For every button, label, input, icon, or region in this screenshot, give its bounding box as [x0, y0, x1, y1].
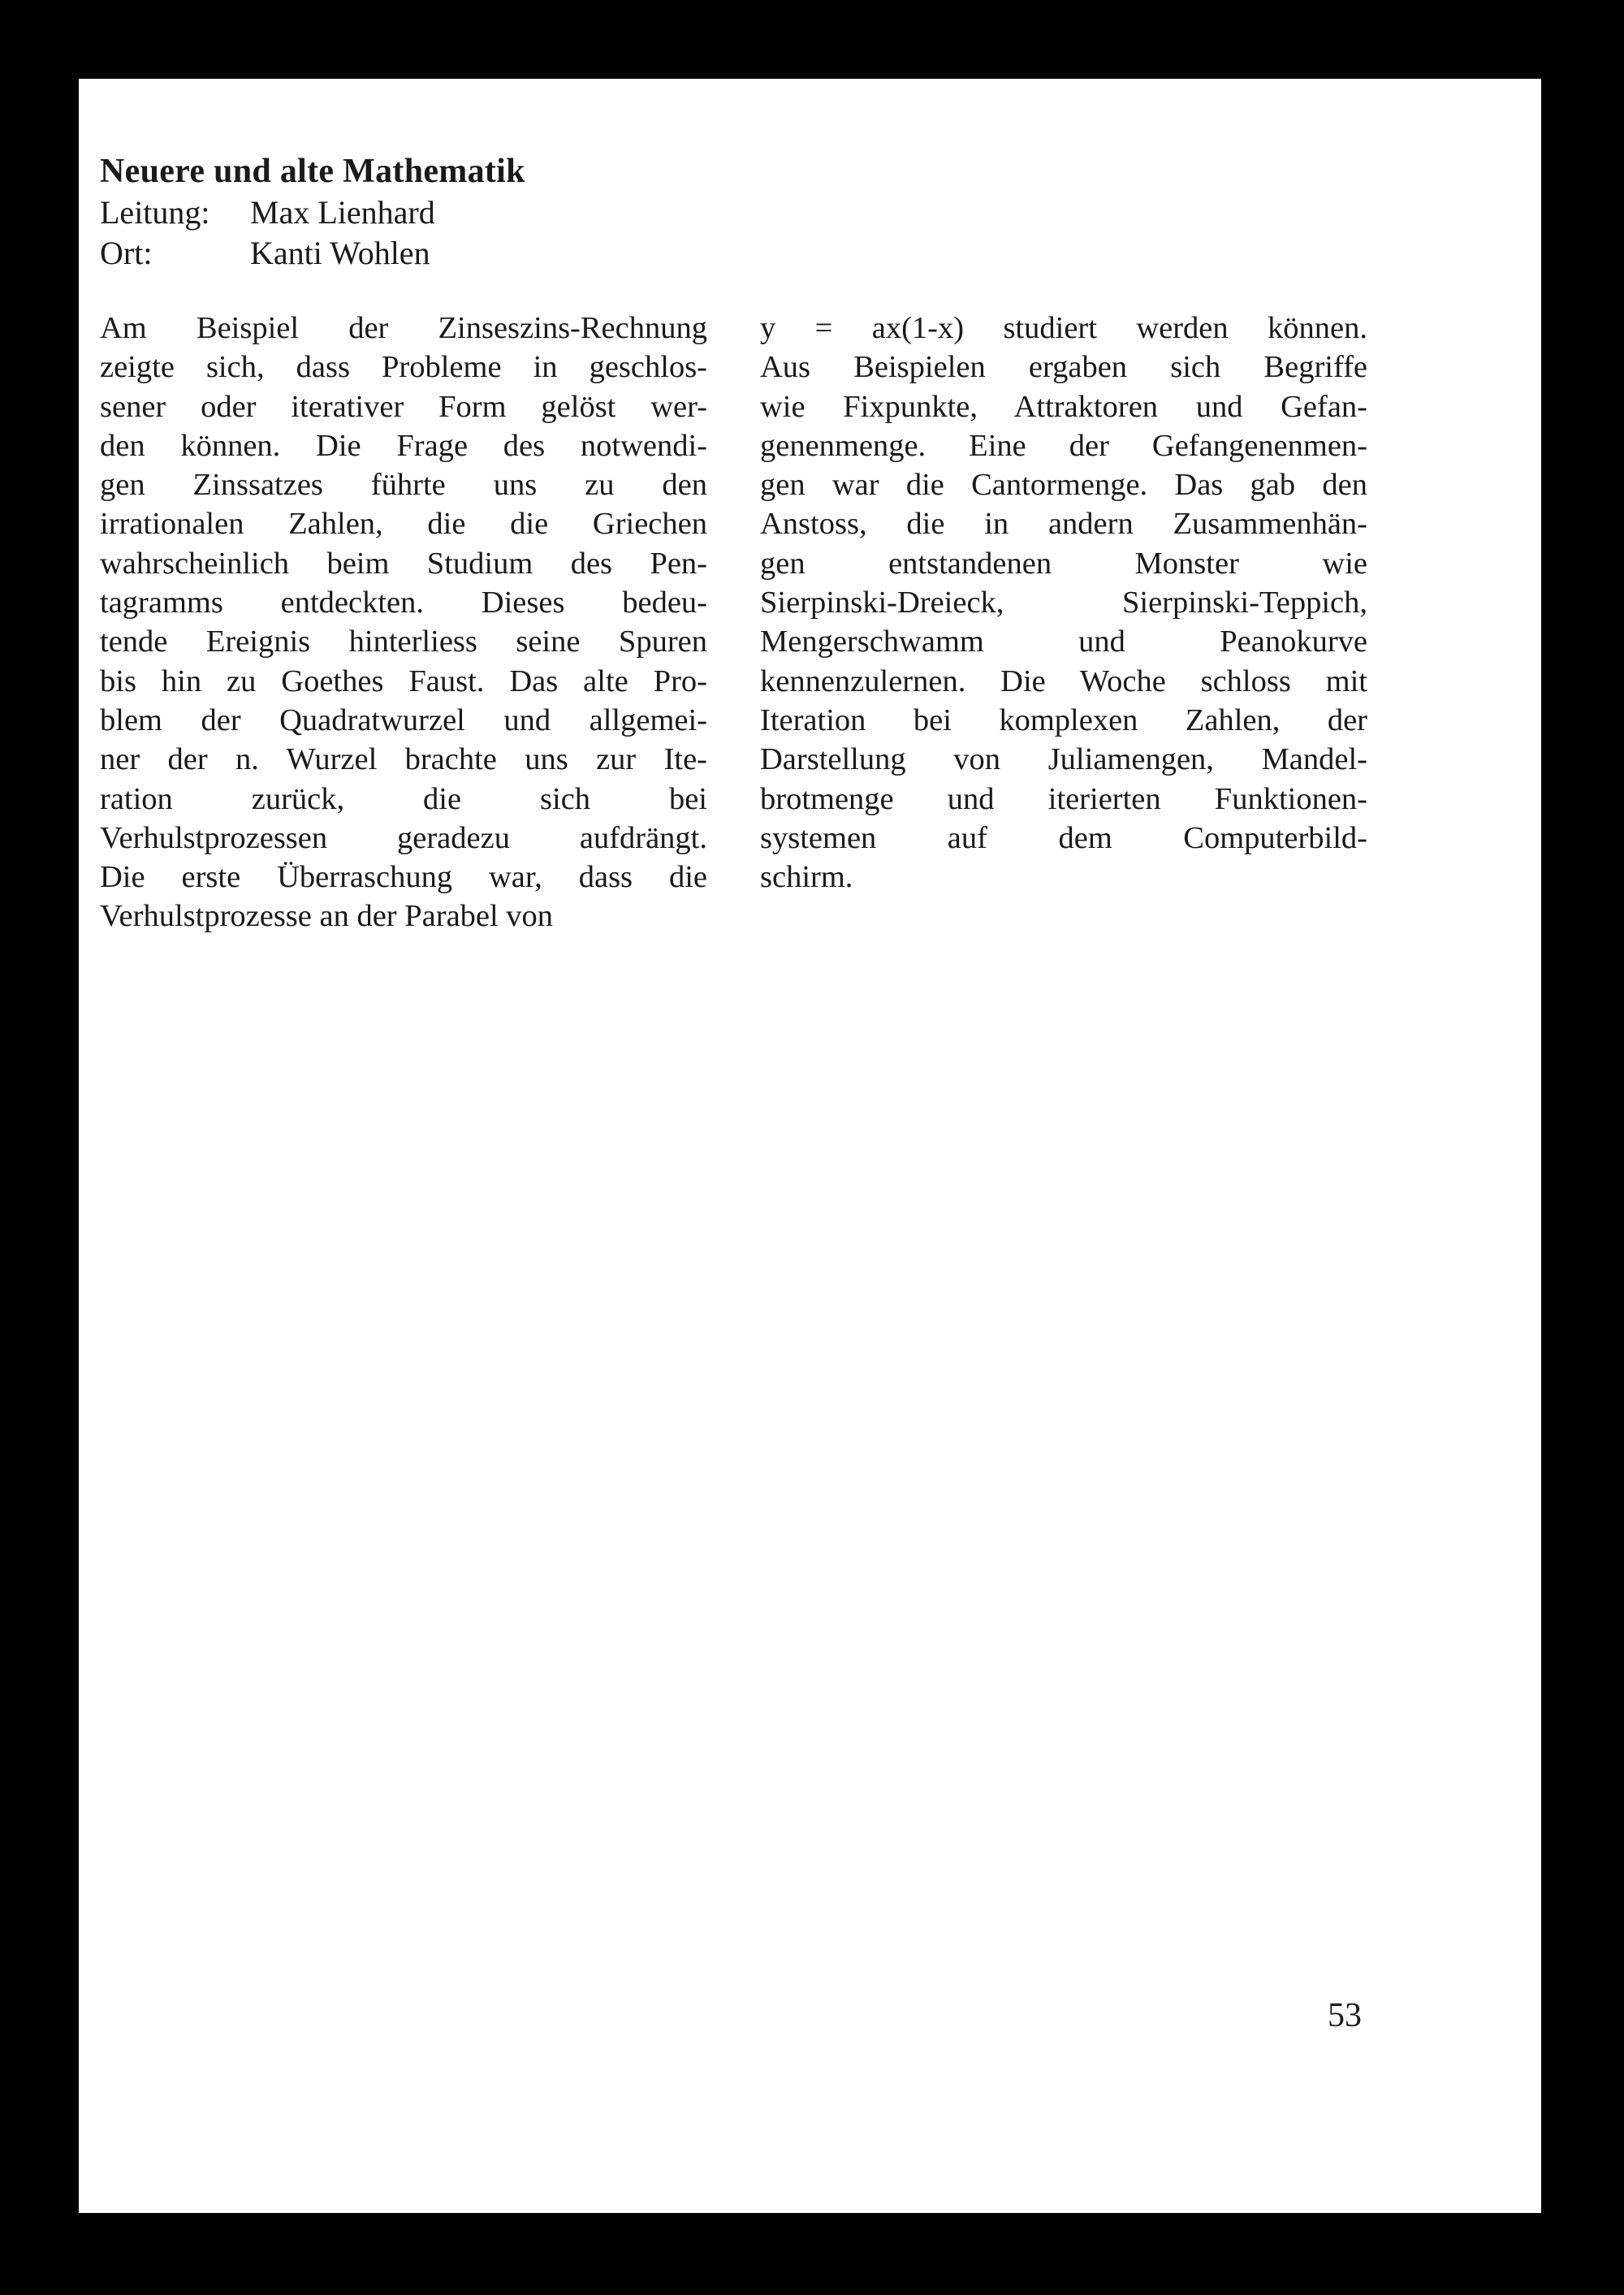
article-title: Neuere und alte Mathematik: [100, 153, 525, 190]
text-line: gen Zinssatzes führte uns zu den: [100, 468, 707, 503]
page-number: 53: [1328, 1997, 1362, 2034]
text-line: ner der n. Wurzel brachte uns zur Ite-: [100, 742, 707, 777]
text-line: brotmenge und iterierten Funktionen-: [760, 781, 1367, 816]
ort-label: Ort:: [100, 235, 153, 271]
text-line: y = ax(1-x) studiert werden können.: [760, 311, 1367, 345]
article-header: [100, 150, 525, 274]
text-line: Darstellung von Juliamengen, Mandel-: [760, 742, 1367, 777]
text-line: Iteration bei komplexen Zahlen, der: [760, 702, 1367, 737]
text-line: systemen auf dem Computerbild-: [760, 820, 1367, 855]
text-line: den können. Die Frage des notwendi-: [100, 428, 707, 463]
text-line: tagramms entdeckten. Dieses bedeu-: [100, 586, 707, 620]
text-line: tende Ereignis hinterliess seine Spuren: [100, 625, 707, 659]
body-column-left: [100, 309, 707, 936]
text-line: Aus Beispielen ergaben sich Begriffe: [760, 350, 1367, 385]
body-column-right: [760, 309, 1367, 897]
ort-value: Kanti Wohlen: [250, 235, 430, 271]
text-line: gen war die Cantormenge. Das gab den: [760, 468, 1367, 503]
text-line: schirm.: [760, 860, 853, 895]
text-line: kennenzulernen. Die Woche schloss mit: [760, 663, 1367, 698]
text-line: Sierpinski-Dreieck, Sierpinski-Teppich,: [760, 586, 1367, 620]
text-line: Verhulstprozessen geradezu aufdrängt.: [100, 820, 707, 855]
text-line: Mengerschwamm und Peanokurve: [760, 625, 1367, 659]
text-line: gen entstandenen Monster wie: [760, 546, 1367, 581]
ort-row: [100, 233, 525, 274]
text-line: ration zurück, die sich bei: [100, 781, 707, 816]
text-line: wie Fixpunkte, Attraktoren und Gefan-: [760, 389, 1367, 424]
text-line: Die erste Überraschung war, dass die: [100, 860, 707, 895]
text-line: sener oder iterativer Form gelöst wer-: [100, 389, 707, 424]
text-line: genenmenge. Eine der Gefangenenmen-: [760, 428, 1367, 463]
text-line: Anstoss, die in andern Zusammenhän-: [760, 507, 1367, 542]
leitung-label: Leitung:: [100, 194, 210, 231]
text-line: bis hin zu Goethes Faust. Das alte Pro-: [100, 663, 707, 698]
leitung-value: Max Lienhard: [250, 194, 435, 231]
text-line: wahrscheinlich beim Studium des Pen-: [100, 546, 707, 581]
text-line: Am Beispiel der Zinseszins-Rechnung: [100, 311, 707, 345]
text-line: zeigte sich, dass Probleme in geschlos-: [100, 350, 707, 385]
text-line: blem der Quadratwurzel und allgemei-: [100, 702, 707, 737]
text-line: Verhulstprozesse an der Parabel von: [100, 899, 554, 934]
text-line: irrationalen Zahlen, die die Griechen: [100, 507, 707, 542]
leitung-row: [100, 192, 525, 233]
